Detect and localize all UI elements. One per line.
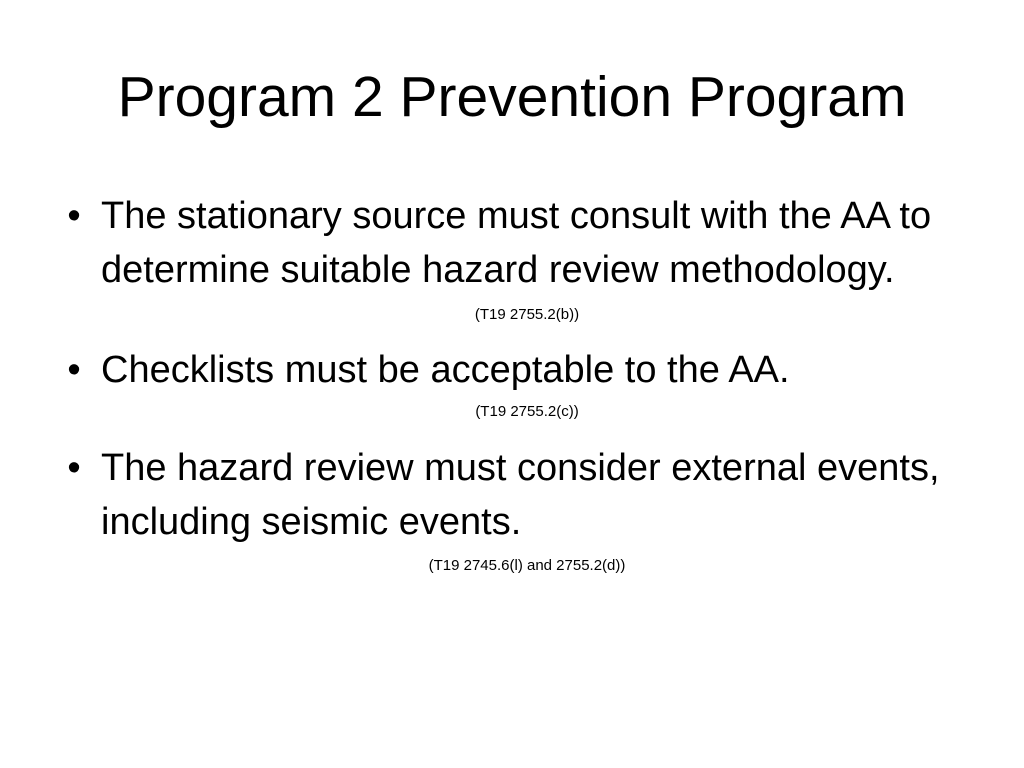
bullet-text: The stationary source must consult with the AA to determine suitable hazard review methodology. [101,195,932,291]
bullet-item-checklists [55,343,985,422]
slide-title: Program 2 Prevention Program [117,65,907,129]
bullet-item-external-events [55,441,985,576]
citation: (T19 2755.2(c)) [475,403,579,420]
citation: (T19 2745.6(l) and 2755.2(d)) [428,557,626,574]
bullet-item-consult-aa [55,189,985,325]
bullet-marker: • [67,349,81,391]
citation: (T19 2755.2(b)) [474,306,580,323]
bullet-text: The hazard review must consider external events, including seismic events. [101,447,940,543]
bullet-marker: • [67,447,81,489]
bullet-text: Checklists must be acceptable to the AA. [101,349,790,391]
bullet-list [55,189,985,576]
bullet-marker: • [67,195,81,237]
